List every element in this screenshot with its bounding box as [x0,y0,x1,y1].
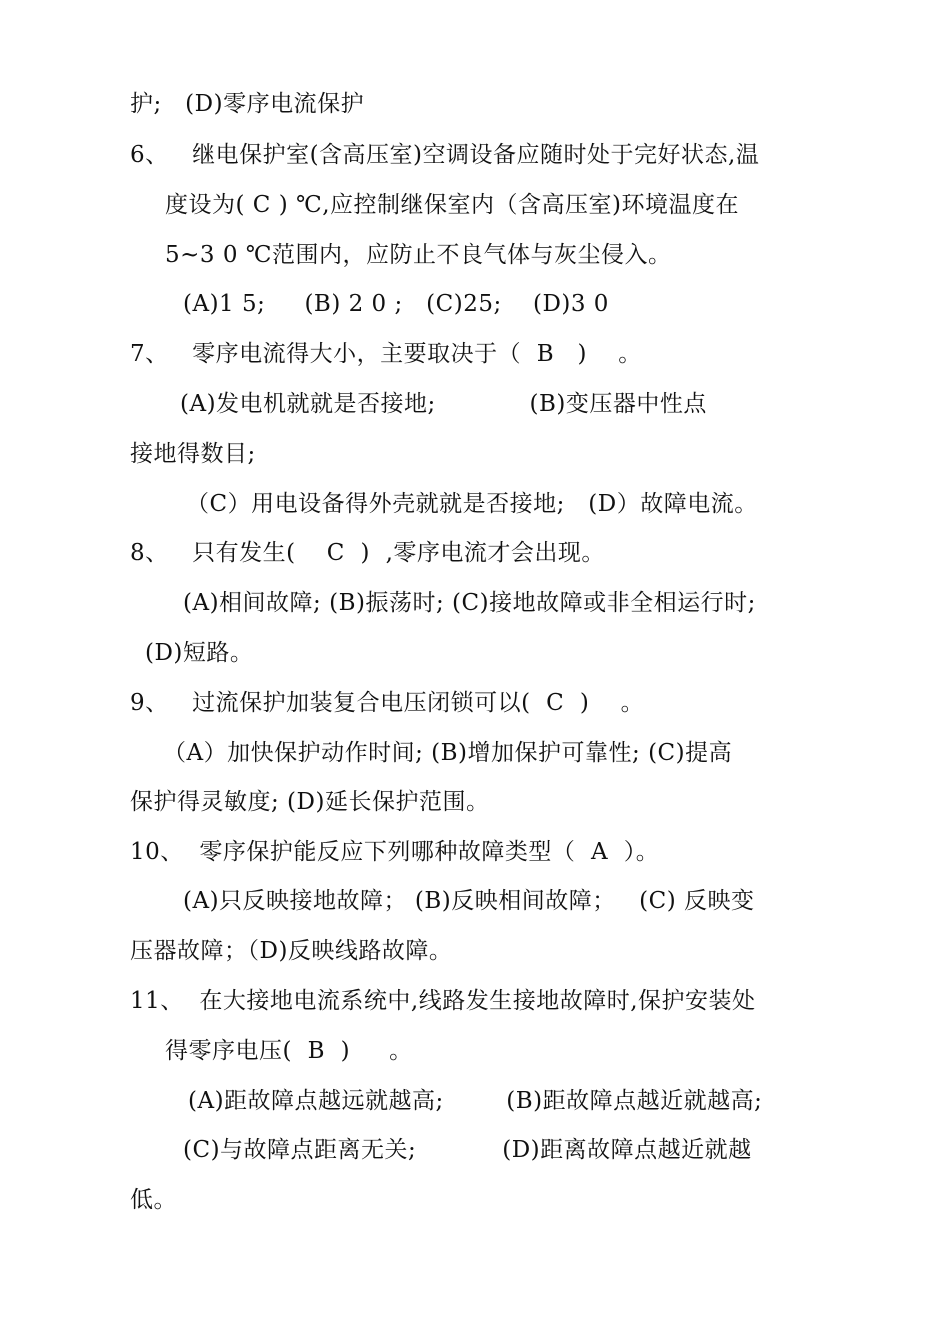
options-q10: (A)只反映接地故障； (B)反映相间故障； (C) 反映变 [183,888,755,914]
text-line-3: 度设为( C ) ℃,应控制继保室内（含高压室)环境温度在 [165,192,739,218]
text-line-20: 得零序电压( B ) 。 [165,1038,413,1064]
options-q6: (A)1 5; (B) 2 0 ; (C)25; (D)3 0 [183,291,609,317]
options-q9: （A）加快保护动作时间; (B)增加保护可靠性; (C)提高 [163,740,733,766]
question-10: 10、 零序保护能反应下列哪种故障类型（ A ）。 [130,839,660,865]
question-6: 6、 继电保护室(含高压室)空调设备应随时处于完好状态,温 [130,142,760,168]
text-line-15: 保护得灵敏度; (D)延长保护范围。 [130,789,490,815]
text-line-18: 压器故障；（D)反映线路故障。 [130,938,453,964]
text-line-23: 低。 [130,1187,177,1213]
options-q7-a: (A)发电机就就是否接地; (B)变压器中性点 [180,391,707,417]
options-q8: (A)相间故障; (B)振荡时; (C)接地故障或非全相运行时; [183,590,756,616]
question-9: 9、 过流保护加装复合电压闭锁可以( C ) 。 [130,690,645,716]
question-11: 11、 在大接地电流系统中,线路发生接地故障时,保护安装处 [130,988,756,1014]
options-q11-c: (C)与故障点距离无关; (D)距离故障点越近就越 [183,1137,752,1163]
question-7: 7、 零序电流得大小，主要取决于（ B ) 。 [130,341,642,367]
text-line-1: 护; (D)零序电流保护 [130,91,365,117]
options-q11-a: (A)距故障点越远就越高; (B)距故障点越近就越高; [188,1088,763,1114]
text-line-12: (D)短路。 [145,640,254,666]
options-q7-c: （C）用电设备得外壳就就是否接地; (D）故障电流。 [186,491,758,517]
text-line-4: 5~3 0 ℃范围内，应防止不良气体与灰尘侵入。 [165,242,672,268]
text-line-8: 接地得数目; [130,441,256,467]
question-8: 8、 只有发生( C ) ,零序电流才会出现。 [130,540,605,566]
